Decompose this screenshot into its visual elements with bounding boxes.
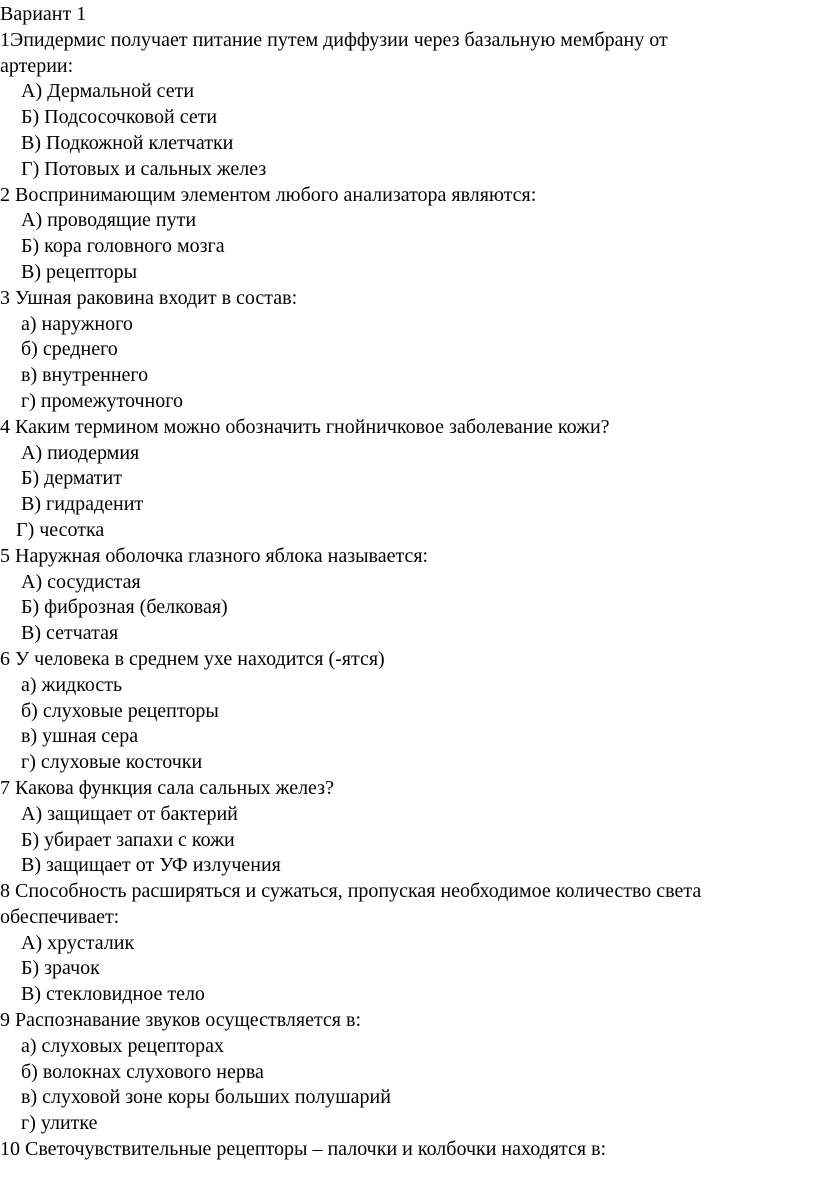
question-text: артерии: <box>0 54 74 77</box>
answer-option: а) жидкость <box>21 673 123 696</box>
question-7 <box>0 776 816 879</box>
answer-option: А) защищает от бактерий <box>21 802 238 825</box>
answer-option: В) сетчатая <box>21 622 119 645</box>
answer-option: Г) Потовых и сальных желез <box>21 157 267 180</box>
question-text: 7 Какова функция сала сальных желез? <box>0 776 334 799</box>
answer-option: Б) убирает запахи с кожи <box>21 828 235 851</box>
answer-option: г) промежуточного <box>21 389 183 412</box>
answer-option: А) пиодермия <box>21 441 140 464</box>
answer-option: А) Дермальной сети <box>21 80 195 103</box>
answer-option: а) наружного <box>21 312 133 335</box>
answer-option: Б) Подсосочковой сети <box>21 106 218 129</box>
question-9 <box>0 1008 816 1137</box>
answer-option: Б) зрачок <box>21 957 100 980</box>
answer-option: Б) дерматит <box>21 467 122 490</box>
answer-option: В) стекловидное тело <box>21 983 205 1006</box>
answer-option: а) слуховых рецепторах <box>21 1034 225 1057</box>
answer-option: В) гидраденит <box>21 493 144 516</box>
question-text: 8 Способность расширяться и сужаться, пропуская необходимое количество света <box>0 880 702 903</box>
question-5 <box>0 544 816 647</box>
answer-option: А) сосудистая <box>21 570 141 593</box>
answer-option: б) слуховые рецепторы <box>21 699 219 722</box>
answer-option: Г) чесотка <box>16 518 105 541</box>
answer-option: А) хрусталик <box>21 931 135 954</box>
quiz-document <box>0 2 816 1163</box>
answer-option: г) слуховые косточки <box>21 751 203 774</box>
answer-option: в) внутреннего <box>21 364 149 387</box>
question-text: 10 Светочувствительные рецепторы – палочки и колбочки находятся в: <box>0 1138 607 1161</box>
question-2 <box>0 183 816 286</box>
answer-option: В) защищает от УФ излучения <box>21 854 281 877</box>
question-1 <box>0 28 816 183</box>
answer-option: А) проводящие пути <box>21 209 197 232</box>
answer-option: б) волокнах слухового нерва <box>21 1060 264 1083</box>
answer-option: в) ушная сера <box>21 725 139 748</box>
question-text: 3 Ушная раковина входит в состав: <box>0 286 298 309</box>
question-text: 4 Каким термином можно обозначить гнойничковое заболевание кожи? <box>0 415 610 438</box>
question-6 <box>0 647 816 776</box>
question-8 <box>0 879 816 1008</box>
answer-option: Б) кора головного мозга <box>21 235 225 258</box>
answer-option: В) Подкожной клетчатки <box>21 131 234 154</box>
question-text: 9 Распознавание звуков осуществляется в: <box>0 1009 362 1032</box>
answer-option: В) рецепторы <box>21 260 138 283</box>
answer-option: Б) фиброзная (белковая) <box>21 596 228 619</box>
question-text: 6 У человека в среднем ухе находится (-ятся) <box>0 647 385 670</box>
question-text: обеспечивает: <box>0 905 120 928</box>
answer-option: в) слуховой зоне коры больших полушарий <box>21 1086 391 1109</box>
question-10 <box>0 1137 816 1163</box>
answer-option: г) улитке <box>21 1112 98 1135</box>
question-3 <box>0 286 816 415</box>
variant-title: Вариант 1 <box>0 3 87 25</box>
question-text: 5 Наружная оболочка глазного яблока называется: <box>0 544 429 567</box>
question-text: 1Эпидермис получает питание путем диффузии через базальную мембрану от <box>0 28 668 51</box>
question-text: 2 Воспринимающим элементом любого анализатора являются: <box>0 183 537 206</box>
answer-option: б) среднего <box>21 338 118 361</box>
question-4 <box>0 415 816 544</box>
